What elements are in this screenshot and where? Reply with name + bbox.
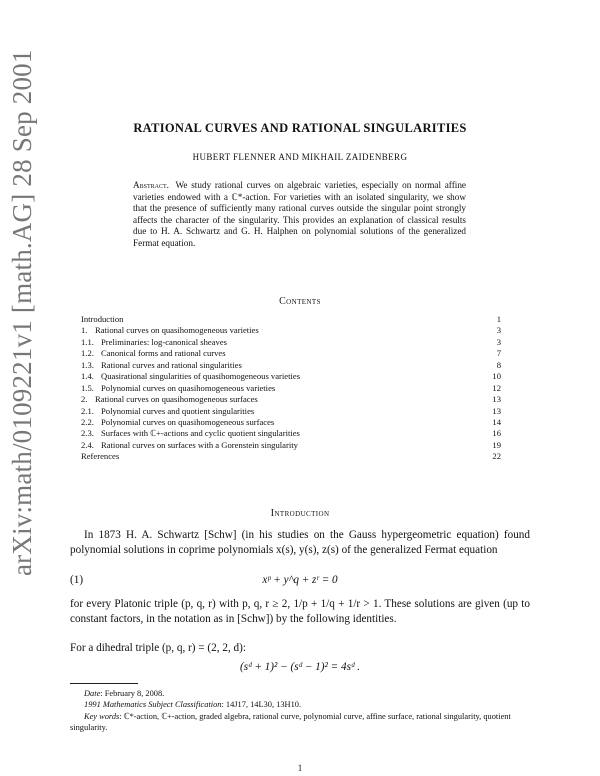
- toc-entry-page: 12: [492, 382, 501, 393]
- toc-entry[interactable]: [81, 440, 501, 451]
- section-heading-introduction: Introduction: [270, 508, 330, 519]
- toc-entry-number: 1.4.: [81, 371, 94, 382]
- toc-entry-title: Polynomial curves on quasihomogeneous varieties: [101, 382, 276, 393]
- toc-entry-title: Canonical forms and rational curves: [101, 348, 226, 359]
- paper-title: RATIONAL CURVES AND RATIONAL SINGULARITIES: [133, 121, 467, 135]
- toc-entry-title: Surfaces with ℂ+-actions and cyclic quotient singularities: [101, 428, 300, 439]
- toc-entry-title: Rational curves on quasihomogeneous varieties: [95, 325, 259, 336]
- table-of-contents: [81, 314, 501, 463]
- toc-entry-page: 1: [496, 314, 501, 324]
- toc-entry-page: 16: [492, 428, 501, 439]
- equation-1: [70, 574, 530, 590]
- footnote-date-value: : February 8, 2008.: [100, 689, 165, 698]
- footnote-keywords: [70, 711, 530, 734]
- toc-entry-number: 2.3.: [81, 428, 94, 439]
- toc-entry-page: 3: [496, 325, 501, 336]
- toc-entry-page: 8: [496, 359, 501, 370]
- abstract-text: We study rational curves on algebraic varieties, especially on normal affine varieties endowed with a ℂ*-action. For varieties with an isolated singularity, we show that the presence of sufficiently many rational curves outside the singular point strongly affects the character of the singularity. This provides an explanation of classical results due to H. A. Schwartz and G. H. Halphen on polynomial solutions of the generalized Fermat equation.: [133, 180, 466, 248]
- toc-entry-number: 2.: [81, 394, 88, 405]
- toc-entry[interactable]: [81, 360, 501, 371]
- paper-authors: HUBERT FLENNER AND MIKHAIL ZAIDENBERG: [192, 152, 408, 162]
- toc-entry-title: Rational curves on quasihomogeneous surfaces: [95, 394, 258, 405]
- contents-heading: Contents: [279, 296, 321, 307]
- toc-entry[interactable]: [81, 325, 501, 336]
- footnote-msc-label: 1991 Mathematics Subject Classification: [84, 700, 222, 710]
- toc-entry-number: 1.2.: [81, 348, 94, 359]
- toc-entry-page: 10: [492, 371, 501, 382]
- footnote-msc: [70, 699, 530, 710]
- toc-entry[interactable]: [81, 348, 501, 359]
- intro-paragraph-1: In 1873 H. A. Schwartz [Schw] (in his studies on the Gauss hypergeometric equation) found polynomial solutions in coprime polynomials x(s), y(s), z(s) of the generalized Fermat equation: [70, 529, 530, 556]
- toc-entry-title: Polynomial curves on quasihomogeneous surfaces: [101, 416, 275, 427]
- toc-entry-page: 22: [492, 451, 501, 462]
- fermat-equation: xᵖ + y^q + zʳ = 0: [262, 574, 338, 586]
- toc-entry-page: 13: [492, 394, 501, 405]
- toc-entry-number: 1.: [81, 325, 88, 336]
- intro-paragraph-3: For a dihedral triple (p, q, r) = (2, 2, d):: [70, 642, 246, 654]
- toc-entry-page: 7: [496, 348, 501, 359]
- toc-entry[interactable]: [81, 428, 501, 439]
- abstract: [133, 180, 466, 250]
- toc-entry-number: 2.4.: [81, 439, 94, 450]
- toc-entry-page: 14: [492, 416, 501, 427]
- toc-entry-title: References: [81, 451, 120, 462]
- toc-entry[interactable]: [81, 406, 501, 417]
- toc-entry[interactable]: [81, 314, 501, 325]
- toc-entry[interactable]: [81, 371, 501, 382]
- toc-entry-title: Quasirational singularities of quasihomogeneous varieties: [101, 371, 301, 382]
- toc-entry-page: 13: [492, 405, 501, 416]
- footnote-divider: [70, 683, 138, 684]
- footnote-keywords-value: : ℂ*-action, ℂ+-action, graded algebra, rational curve, polynomial curve, affine surface, rational singularity, quotient singularity.: [70, 711, 511, 733]
- toc-entry[interactable]: [81, 417, 501, 428]
- toc-entry[interactable]: [81, 451, 501, 462]
- toc-entry[interactable]: [81, 383, 501, 394]
- arxiv-identifier: arXiv:math/0109221v1 [math.AG] 28 Sep 2001: [7, 49, 37, 576]
- footnotes: [70, 688, 530, 734]
- dihedral-identity: (sᵈ + 1)² − (sᵈ − 1)² = 4sᵈ .: [239, 661, 361, 673]
- page-number: 1: [297, 763, 303, 773]
- toc-entry[interactable]: [81, 394, 501, 405]
- equation-number: (1): [70, 574, 84, 586]
- footnote-keywords-label: Key words: [84, 711, 120, 721]
- intro-paragraph-2: for every Platonic triple (p, q, r) with p, q, r ≥ 2, 1/p + 1/q + 1/r > 1. These solutions are given (up to constant factors, in the notation as in [Schw]) by the following identities.: [70, 598, 530, 625]
- toc-entry-title: Introduction: [81, 314, 124, 324]
- toc-entry-title: Rational curves and rational singularities: [101, 359, 242, 370]
- toc-entry-title: Polynomial curves and quotient singularities: [101, 405, 255, 416]
- footnote-msc-value: : 14J17, 14L30, 13H10.: [221, 700, 302, 710]
- abstract-label: Abstract.: [133, 180, 169, 190]
- toc-entry-page: 19: [492, 439, 501, 450]
- footnote-date-label: Date: [84, 689, 101, 698]
- toc-entry-number: 2.1.: [81, 405, 94, 416]
- toc-entry-title: Rational curves on surfaces with a Gorenstein singularity: [101, 439, 298, 450]
- toc-entry[interactable]: [81, 337, 501, 348]
- toc-entry-number: 1.3.: [81, 359, 94, 370]
- toc-entry-number: 1.5.: [81, 382, 94, 393]
- toc-entry-page: 3: [496, 336, 501, 347]
- footnote-date: [70, 688, 530, 699]
- toc-entry-number: 2.2.: [81, 416, 94, 427]
- toc-entry-title: Preliminaries: log-canonical sheaves: [101, 336, 227, 347]
- toc-entry-number: 1.1.: [81, 336, 94, 347]
